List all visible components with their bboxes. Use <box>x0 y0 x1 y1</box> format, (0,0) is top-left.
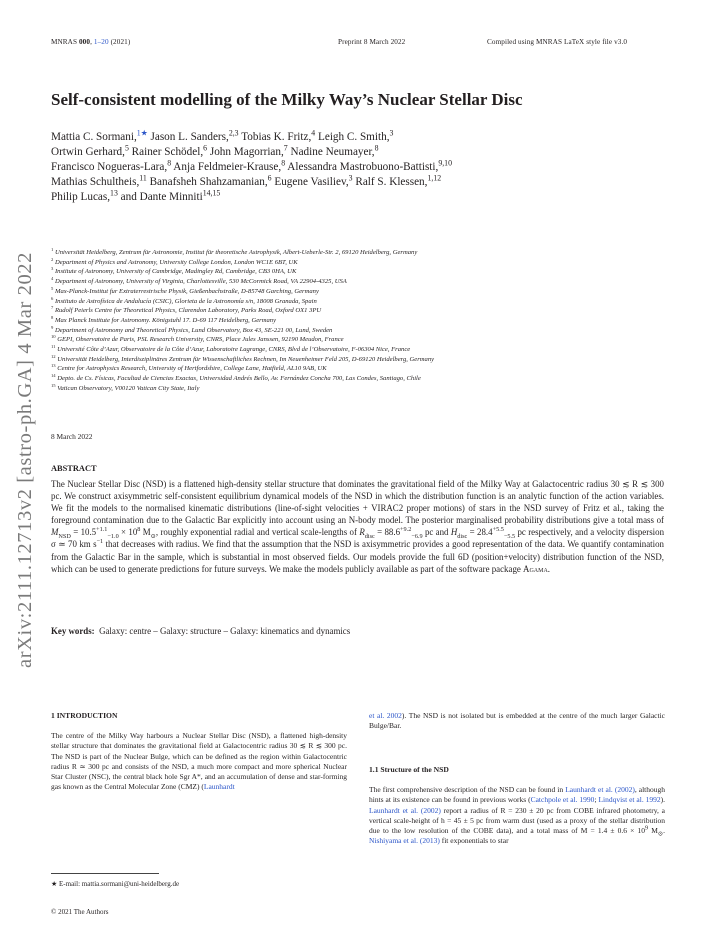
author-affiliation-number: 6 <box>267 173 272 183</box>
affiliation-number: 11 <box>51 343 56 349</box>
affiliation-text: Rudolf Peierls Centre for Theoretical Physics, Clarendon Laboratory, Parks Road, Oxford OX1 3PU <box>53 307 322 315</box>
affiliation-number: 10 <box>51 334 56 340</box>
author-name: John Magorrian, <box>209 146 284 158</box>
author-name: Eugene Vasiliev, <box>274 176 349 188</box>
author-name: Ortwin Gerhard, <box>51 146 125 158</box>
affiliation-item <box>51 345 671 355</box>
affiliation-text: Max-Planck-Institut fur Extraterrestrische Physik, Gießenbachstraße, D-85748 Garching, Germany <box>53 287 319 295</box>
affiliation-list <box>51 248 671 394</box>
author-name: Mattia C. Sormani, <box>51 131 137 143</box>
affiliation-item <box>51 248 671 258</box>
copyright: © 2021 The Authors <box>51 908 109 916</box>
affiliation-number: 7 <box>51 305 54 311</box>
author-list <box>51 130 631 205</box>
affiliation-number: 13 <box>51 363 56 369</box>
affiliation-number: 9 <box>51 324 54 330</box>
author-name: and Dante Minniti <box>120 191 203 203</box>
author-line <box>51 190 631 205</box>
author-affiliation-number: 13 <box>110 188 118 198</box>
citation-link[interactable]: et al. 2002 <box>369 711 402 720</box>
author-name: Rainer Schödel, <box>131 146 204 158</box>
running-header-preprint: Preprint 8 March 2022 <box>338 38 406 46</box>
affiliation-number: 14 <box>51 372 56 378</box>
introduction-text: The centre of the Milky Way harbours a Nuclear Stellar Disc (NSD), a flattened high-density stellar structure that dominates the gravitational field at Galactocentric radius 30 ≲ R ≲ 300 pc. The NSD is part of the Nuclear Bulge, which can be defined as the region within Galactocentric radius R ≃ 300 pc and consists of the NSD, a much more compact and more spherical Nuclear Star Cluster (NSC), the central black hole Sgr A*, and an accumulation of dense and star-forming gas known as the Central Molecular Zone (CMZ) (Launhardt <box>51 731 347 792</box>
abstract-body: The Nuclear Stellar Disc (NSD) is a flattened high-density stellar structure that dominates the gravitational field of the Milky Way at Galactocentric radius 30 ≲ R ≲ 300 pc. We construct axisymmetric self-consistent equilibrium dynamical models of the NSD in which the distribution function is an analytic function of the action variables. We fit the models to the normalised kinematic distributions (line-of-sight velocities + VIRAC2 proper motions) of stars in the NSD survey of Fritz et al., taking the foreground contamination due to the Galactic Bar explicitly into account using an N-body model. The posterior marginalised probability distributions give a total mass of $M_{NSD} = 10.5^{+1.1}_{-1.0} \times 10^8$ $M_⊙$, roughly exponential radial and vertical scale-lengths of $R_{disc} = 88.6^{+9.2}_{-6.9}$ pc and $H_{disc} = 28.4^{+5.5}_{-5.5}$ pc respectively, and a velocity dispersion σ ≃ 70 km $s^{-1}$ that decreases with radius. We find that the assumption that the NSD is axisymmetric provides a good representation of the data. We quantify contamination from the Galactic Bar in the sample, which is substantial in most observed fields. Our models provide the full 6D (position+velocity) distribution function of the NSD, which can be used to generate predictions for future surveys. We make the models publicly available as part of the software package Agama. <box>51 479 665 574</box>
affiliation-item <box>51 355 671 365</box>
citation-link[interactable]: Launhardt <box>203 782 235 792</box>
section-heading-introduction: 1 INTRODUCTION <box>51 711 118 720</box>
affiliation-text: Centre for Astrophysics Research, University of Hertfordshire, College Lane, Hatfield, AL10 9AB, UK <box>55 365 327 373</box>
author-affiliation-number: 5 <box>124 143 129 153</box>
affiliation-text: Universität Heidelberg, Zentrum für Astronomie, Institut für theoretische Astrophysik, Albert-Ueberle-Str. 2, 69120 Heidelberg, Germany <box>53 249 418 256</box>
author-affiliation-number: 8 <box>281 158 286 168</box>
affiliation-text: Universität Heidelberg, Interdisziplinäres Zentrum für Wissenschaftliches Rechnen, Im Neuenheimer Feld 205, D-69120 Heidelberg, Germany <box>55 355 435 363</box>
introduction-text-continued: et al. 2002). The NSD is not isolated but is embedded at the centre of the much larger Galactic Bulge/Bar. <box>369 711 665 731</box>
affiliation-number: 8 <box>51 314 54 320</box>
author-affiliation-number: 11 <box>139 173 147 183</box>
author-name: Jason L. Sanders, <box>150 131 229 143</box>
footnote-email: ★ E-mail: mattia.sormani@uni-heidelberg.de <box>51 880 180 888</box>
author-name: Banafsheh Shahzamanian, <box>149 176 268 188</box>
running-header-journal: MNRAS 000, 1–20 (2021) <box>51 38 131 46</box>
author-line <box>51 145 631 160</box>
affiliation-text: Depto. de Cs. Físicas, Facultad de Ciencias Exactas, Universidad Andrés Bello, Av. Fernández Concha 700, Las Condes, Santiago, Chile <box>55 375 421 383</box>
author-affiliation-number: 1,12 <box>427 173 442 183</box>
paper-title: Self-consistent modelling of the Milky Way’s Nuclear Stellar Disc <box>51 90 523 109</box>
author-affiliation-number: 14,15 <box>202 188 221 198</box>
affiliation-number: 6 <box>51 295 54 301</box>
citation-link[interactable]: Lindqvist et al. 1992 <box>598 795 661 805</box>
affiliation-item <box>51 384 671 394</box>
author-name: Francisco Nogueras-Lara, <box>51 161 168 173</box>
author-line <box>51 160 631 175</box>
received-date: 8 March 2022 <box>51 432 93 441</box>
structure-text: The first comprehensive description of the NSD can be found in Launhardt et al. (2002), although hints at its existence can be found in previous works (Catchpole et al. 1990; Lindqvist et al. 1992). Launhardt et al. (2002) report a radius of R = 230 ± 20 pc from COBE infrared photometry, a vertical scale-height of h = 45 ± 5 pc from warm dust (used as a proxy of the stellar distribution due to the low resolution of the COBE data), and a total mass of $M = 1.4 \pm 0.6 \times 10^9$ $M_⊙$. Nishiyama et al. (2013) fit exponentials to star <box>369 785 666 846</box>
page-range-link[interactable]: 1–20 <box>93 38 109 46</box>
author-affiliation-number: 3 <box>389 128 394 138</box>
affiliation-text: Department of Physics and Astronomy, University College London, London WC1E 6BT, UK <box>53 258 298 266</box>
affiliation-text: Instituto de Astrofísica de Andalucía (CSIC), Glorieta de la Astronomía s/n, 18008 Granada, Spain <box>53 297 317 305</box>
affiliation-text: Department of Astronomy and Theoretical Physics, Lund Observatory, Box 43, SE-221 00, Lund, Sweden <box>53 326 333 334</box>
affiliation-item <box>51 277 671 287</box>
author-affiliation-number: 9,10 <box>438 158 453 168</box>
author-affiliation-number: 7 <box>283 143 288 153</box>
keywords: Key words: Galaxy: centre – Galaxy: structure – Galaxy: kinematics and dynamics <box>51 626 351 636</box>
affiliation-item <box>51 316 671 326</box>
affiliation-text: Vatican Observatory, V00120 Vatican City State, Italy <box>55 384 200 392</box>
arxiv-identifier: arXiv:2111.12713v2 [astro-ph.GA] 4 Mar 2022 <box>14 252 36 668</box>
author-line <box>51 175 631 190</box>
affiliation-item <box>51 297 671 307</box>
author-affiliation-number: 8 <box>167 158 172 168</box>
citation-link[interactable]: Catchpole et al. 1990 <box>530 795 595 805</box>
affiliation-number: 12 <box>51 353 56 359</box>
author-affiliation-number: 3 <box>348 173 353 183</box>
citation-link[interactable]: Launhardt et al. (2002) <box>565 785 635 794</box>
affiliation-number: 4 <box>51 275 54 281</box>
footnote-rule <box>51 873 159 874</box>
affiliation-item <box>51 374 671 384</box>
citation-link[interactable]: Launhardt et al. (2002) <box>369 805 441 815</box>
affiliation-number: 2 <box>51 256 54 262</box>
affiliation-text: Université Côte d’Azur, Observatoire de la Côte d’Azur, Laboratoire Lagrange, CNRS, Blvd de l’Observatoire, F-06304 Nice, France <box>55 346 411 354</box>
abstract-heading: ABSTRACT <box>51 464 97 473</box>
author-name: Tobias K. Fritz, <box>241 131 312 143</box>
affiliation-item <box>51 335 671 345</box>
author-line <box>51 130 631 145</box>
affiliation-item <box>51 306 671 316</box>
affiliation-item <box>51 326 671 336</box>
affiliation-text: Max Planck Institute for Astronomy. Königstuhl 17. D-69 117 Heidelberg, Germany <box>53 316 277 324</box>
affiliation-item <box>51 364 671 374</box>
author-name: Mathias Schultheis, <box>51 176 140 188</box>
citation-link[interactable]: Nishiyama et al. (2013) <box>369 836 440 846</box>
author-name: Ralf S. Klessen, <box>355 176 428 188</box>
author-affiliation-number: 2,3 <box>228 128 239 138</box>
author-affiliation-number: 6 <box>203 143 208 153</box>
running-header-compiled: Compiled using MNRAS LaTeX style file v3.0 <box>487 38 628 46</box>
author-affiliation-number: 8 <box>374 143 379 153</box>
affiliation-text: Department of Astronomy, University of Virginia, Charlottesville, 530 McCormick Road, VA 22904-4325, USA <box>53 278 347 286</box>
affiliation-number: 1 <box>51 246 54 252</box>
affiliation-number: 15 <box>51 382 56 388</box>
affiliation-number: 5 <box>51 285 54 291</box>
author-affiliation-number: 4 <box>311 128 316 138</box>
affiliation-item <box>51 258 671 268</box>
author-affiliation-number: 1★ <box>136 128 148 138</box>
author-name: Leigh C. Smith, <box>318 131 390 143</box>
affiliation-text: Institute of Astronomy, University of Cambridge, Madingley Rd, Cambridge, CB3 0HA, UK <box>53 268 297 276</box>
author-name: Anja Feldmeier-Krause, <box>173 161 282 173</box>
author-name: Alessandra Mastrobuono-Battisti, <box>287 161 439 173</box>
author-name: Philip Lucas, <box>51 191 111 203</box>
author-name: Nadine Neumayer, <box>290 146 375 158</box>
affiliation-text: GEPI, Observatoire de Paris, PSL Research University, CNRS, Place Jules Janssen, 92190 Meudon, France <box>55 336 344 344</box>
affiliation-item <box>51 287 671 297</box>
subsection-heading-structure: 1.1 Structure of the NSD <box>369 765 449 774</box>
affiliation-item <box>51 267 671 277</box>
affiliation-number: 3 <box>51 266 54 272</box>
